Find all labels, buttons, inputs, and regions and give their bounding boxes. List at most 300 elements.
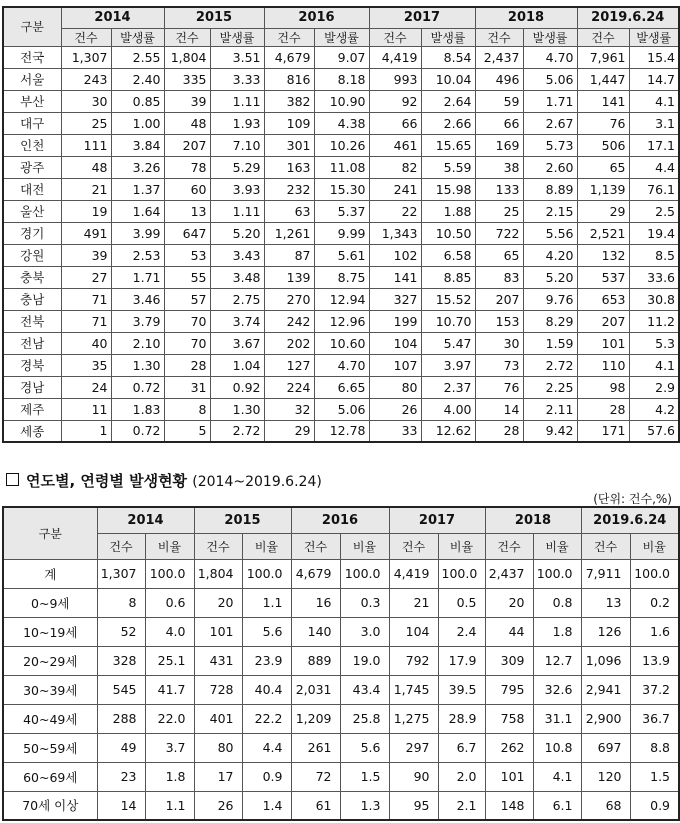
value-cell: 0.85: [111, 90, 164, 112]
value-cell: 4.00: [421, 398, 475, 420]
sub-header: 비율: [340, 533, 389, 559]
value-cell: 5.3: [629, 332, 679, 354]
value-cell: 76: [577, 112, 629, 134]
table-row: [3, 288, 679, 310]
value-cell: 32: [264, 398, 314, 420]
value-cell: 48: [61, 156, 111, 178]
value-cell: 22: [369, 200, 421, 222]
sub-header: 비율: [630, 533, 679, 559]
value-cell: 101: [485, 762, 533, 791]
value-cell: 148: [485, 791, 533, 820]
value-cell: 2,031: [291, 675, 340, 704]
table-row: [3, 310, 679, 332]
value-cell: 1,275: [389, 704, 438, 733]
header-row-sub: [3, 533, 679, 559]
value-cell: 328: [97, 646, 145, 675]
value-cell: 2.55: [111, 46, 164, 68]
value-cell: 33.6: [629, 266, 679, 288]
value-cell: 1,804: [164, 46, 210, 68]
value-cell: 2.64: [421, 90, 475, 112]
row-label: 10~19세: [3, 617, 97, 646]
corner-cell: 구분: [3, 507, 97, 559]
table-row: [3, 733, 679, 762]
value-cell: 15.52: [421, 288, 475, 310]
value-cell: 5.73: [523, 134, 577, 156]
value-cell: 1.6: [630, 617, 679, 646]
value-cell: 53: [164, 244, 210, 266]
table-row: [3, 200, 679, 222]
row-label: 50~59세: [3, 733, 97, 762]
value-cell: 1.1: [145, 791, 194, 820]
row-label: 인천: [3, 134, 61, 156]
value-cell: 207: [577, 310, 629, 332]
row-label: 60~69세: [3, 762, 97, 791]
value-cell: 653: [577, 288, 629, 310]
value-cell: 95: [389, 791, 438, 820]
value-cell: 38: [475, 156, 523, 178]
value-cell: 104: [369, 332, 421, 354]
table-row: [3, 559, 679, 588]
value-cell: 5.06: [314, 398, 369, 420]
value-cell: 2.10: [111, 332, 164, 354]
value-cell: 17.9: [438, 646, 485, 675]
row-label: 경북: [3, 354, 61, 376]
table-row: [3, 617, 679, 646]
value-cell: 5.06: [523, 68, 577, 90]
value-cell: 61: [291, 791, 340, 820]
table-row: [3, 244, 679, 266]
sub-header: 건수: [369, 28, 421, 46]
value-cell: 9.76: [523, 288, 577, 310]
value-cell: 2,941: [581, 675, 630, 704]
value-cell: 3.48: [210, 266, 264, 288]
value-cell: 5.6: [340, 733, 389, 762]
value-cell: 100.0: [145, 559, 194, 588]
value-cell: 39.5: [438, 675, 485, 704]
value-cell: 26: [194, 791, 242, 820]
value-cell: 0.9: [630, 791, 679, 820]
value-cell: 1,307: [61, 46, 111, 68]
value-cell: 3.7: [145, 733, 194, 762]
year-header: 2019.6.24: [581, 507, 679, 533]
value-cell: 10.8: [533, 733, 581, 762]
row-label: 경기: [3, 222, 61, 244]
value-cell: 100.0: [340, 559, 389, 588]
value-cell: 4,419: [389, 559, 438, 588]
value-cell: 70: [164, 332, 210, 354]
checkbox-square-icon: [6, 473, 19, 486]
table-row: [3, 266, 679, 288]
table-row: [3, 791, 679, 820]
value-cell: 66: [369, 112, 421, 134]
sub-header: 건수: [485, 533, 533, 559]
value-cell: 335: [164, 68, 210, 90]
corner-cell: 구분: [3, 7, 61, 46]
value-cell: 491: [61, 222, 111, 244]
table-row: [3, 398, 679, 420]
value-cell: 14.7: [629, 68, 679, 90]
row-label: 전남: [3, 332, 61, 354]
table-row: [3, 332, 679, 354]
value-cell: 110: [577, 354, 629, 376]
value-cell: 4.2: [629, 398, 679, 420]
value-cell: 7,961: [577, 46, 629, 68]
table-row: [3, 112, 679, 134]
value-cell: 39: [61, 244, 111, 266]
value-cell: 13: [581, 588, 630, 617]
value-cell: 163: [264, 156, 314, 178]
value-cell: 73: [475, 354, 523, 376]
sub-header: 발생률: [629, 28, 679, 46]
value-cell: 44: [485, 617, 533, 646]
row-label: 서울: [3, 68, 61, 90]
value-cell: 2.66: [421, 112, 475, 134]
value-cell: 1.5: [340, 762, 389, 791]
value-cell: 232: [264, 178, 314, 200]
value-cell: 3.51: [210, 46, 264, 68]
year-header: 2014: [61, 7, 164, 28]
value-cell: 4.70: [523, 46, 577, 68]
age-stats-table: [2, 506, 680, 821]
value-cell: 33: [369, 420, 421, 442]
value-cell: 1.30: [210, 398, 264, 420]
value-cell: 889: [291, 646, 340, 675]
value-cell: 68: [581, 791, 630, 820]
value-cell: 43.4: [340, 675, 389, 704]
row-label: 광주: [3, 156, 61, 178]
table-row: [3, 156, 679, 178]
value-cell: 5.6: [242, 617, 291, 646]
value-cell: 5.47: [421, 332, 475, 354]
table-row: [3, 704, 679, 733]
value-cell: 1,804: [194, 559, 242, 588]
value-cell: 5.59: [421, 156, 475, 178]
value-cell: 327: [369, 288, 421, 310]
value-cell: 9.07: [314, 46, 369, 68]
value-cell: 1,139: [577, 178, 629, 200]
table-row: [3, 46, 679, 68]
table-row: [3, 420, 679, 442]
table-row: [3, 675, 679, 704]
year-header: 2019.6.24: [577, 7, 679, 28]
value-cell: 12.62: [421, 420, 475, 442]
value-cell: 2.9: [629, 376, 679, 398]
value-cell: 7,911: [581, 559, 630, 588]
value-cell: 1: [61, 420, 111, 442]
value-cell: 297: [389, 733, 438, 762]
table-row: [3, 646, 679, 675]
value-cell: 14: [97, 791, 145, 820]
value-cell: 3.84: [111, 134, 164, 156]
value-cell: 728: [194, 675, 242, 704]
value-cell: 8: [97, 588, 145, 617]
value-cell: 120: [581, 762, 630, 791]
value-cell: 5.20: [523, 266, 577, 288]
value-cell: 4.4: [242, 733, 291, 762]
value-cell: 1.00: [111, 112, 164, 134]
year-header: 2018: [485, 507, 581, 533]
value-cell: 11.08: [314, 156, 369, 178]
value-cell: 12.94: [314, 288, 369, 310]
value-cell: 71: [61, 288, 111, 310]
value-cell: 4.1: [533, 762, 581, 791]
row-label: 40~49세: [3, 704, 97, 733]
value-cell: 4.1: [629, 354, 679, 376]
value-cell: 1,745: [389, 675, 438, 704]
value-cell: 4.38: [314, 112, 369, 134]
value-cell: 1.83: [111, 398, 164, 420]
value-cell: 23: [97, 762, 145, 791]
value-cell: 100.0: [242, 559, 291, 588]
value-cell: 14: [475, 398, 523, 420]
value-cell: 65: [577, 156, 629, 178]
value-cell: 132: [577, 244, 629, 266]
value-cell: 1.71: [523, 90, 577, 112]
sub-header: 건수: [97, 533, 145, 559]
value-cell: 537: [577, 266, 629, 288]
value-cell: 0.8: [533, 588, 581, 617]
value-cell: 52: [97, 617, 145, 646]
value-cell: 3.46: [111, 288, 164, 310]
value-cell: 21: [61, 178, 111, 200]
row-label: 세종: [3, 420, 61, 442]
value-cell: 261: [291, 733, 340, 762]
value-cell: 2.75: [210, 288, 264, 310]
value-cell: 25: [475, 200, 523, 222]
value-cell: 153: [475, 310, 523, 332]
region-stats-table: [2, 6, 680, 443]
value-cell: 20: [194, 588, 242, 617]
value-cell: 2.40: [111, 68, 164, 90]
value-cell: 5.37: [314, 200, 369, 222]
value-cell: 8.18: [314, 68, 369, 90]
value-cell: 59: [475, 90, 523, 112]
value-cell: 11.2: [629, 310, 679, 332]
year-header: 2016: [291, 507, 389, 533]
value-cell: 35: [61, 354, 111, 376]
table-row: [3, 178, 679, 200]
value-cell: 25: [61, 112, 111, 134]
sub-header: 건수: [581, 533, 630, 559]
section-period: (2014~2019.6.24): [192, 474, 322, 490]
value-cell: 7.10: [210, 134, 264, 156]
value-cell: 461: [369, 134, 421, 156]
value-cell: 2.4: [438, 617, 485, 646]
value-cell: 792: [389, 646, 438, 675]
value-cell: 1.04: [210, 354, 264, 376]
row-label: 대구: [3, 112, 61, 134]
value-cell: 0.2: [630, 588, 679, 617]
value-cell: 2,900: [581, 704, 630, 733]
value-cell: 139: [264, 266, 314, 288]
value-cell: 22.0: [145, 704, 194, 733]
sub-header: 발생률: [314, 28, 369, 46]
value-cell: 270: [264, 288, 314, 310]
row-label: 제주: [3, 398, 61, 420]
value-cell: 41.7: [145, 675, 194, 704]
value-cell: 8: [164, 398, 210, 420]
value-cell: 262: [485, 733, 533, 762]
row-label: 울산: [3, 200, 61, 222]
value-cell: 1.3: [340, 791, 389, 820]
value-cell: 8.89: [523, 178, 577, 200]
value-cell: 1.11: [210, 90, 264, 112]
value-cell: 71: [61, 310, 111, 332]
value-cell: 171: [577, 420, 629, 442]
value-cell: 92: [369, 90, 421, 112]
value-cell: 1.30: [111, 354, 164, 376]
value-cell: 5.20: [210, 222, 264, 244]
value-cell: 2.15: [523, 200, 577, 222]
value-cell: 3.26: [111, 156, 164, 178]
value-cell: 3.97: [421, 354, 475, 376]
value-cell: 0.3: [340, 588, 389, 617]
value-cell: 26: [369, 398, 421, 420]
value-cell: 20: [485, 588, 533, 617]
value-cell: 60: [164, 178, 210, 200]
value-cell: 19.4: [629, 222, 679, 244]
value-cell: 6.58: [421, 244, 475, 266]
row-label: 충남: [3, 288, 61, 310]
value-cell: 8.75: [314, 266, 369, 288]
row-label: 계: [3, 559, 97, 588]
table-row: [3, 588, 679, 617]
value-cell: 28: [164, 354, 210, 376]
value-cell: 2.11: [523, 398, 577, 420]
value-cell: 140: [291, 617, 340, 646]
value-cell: 102: [369, 244, 421, 266]
value-cell: 10.90: [314, 90, 369, 112]
value-cell: 1,096: [581, 646, 630, 675]
value-cell: 6.7: [438, 733, 485, 762]
row-label: 부산: [3, 90, 61, 112]
value-cell: 10.70: [421, 310, 475, 332]
value-cell: 4,679: [291, 559, 340, 588]
value-cell: 0.9: [242, 762, 291, 791]
value-cell: 8.85: [421, 266, 475, 288]
value-cell: 28: [475, 420, 523, 442]
value-cell: 83: [475, 266, 523, 288]
value-cell: 40.4: [242, 675, 291, 704]
year-header: 2015: [194, 507, 291, 533]
value-cell: 5.56: [523, 222, 577, 244]
value-cell: 25.1: [145, 646, 194, 675]
value-cell: 722: [475, 222, 523, 244]
value-cell: 382: [264, 90, 314, 112]
value-cell: 301: [264, 134, 314, 156]
value-cell: 25.8: [340, 704, 389, 733]
value-cell: 1,447: [577, 68, 629, 90]
sub-header: 발생률: [111, 28, 164, 46]
value-cell: 545: [97, 675, 145, 704]
value-cell: 100.0: [533, 559, 581, 588]
value-cell: 82: [369, 156, 421, 178]
value-cell: 3.1: [629, 112, 679, 134]
row-label: 20~29세: [3, 646, 97, 675]
row-label: 충북: [3, 266, 61, 288]
value-cell: 76: [475, 376, 523, 398]
value-cell: 80: [194, 733, 242, 762]
value-cell: 647: [164, 222, 210, 244]
value-cell: 104: [389, 617, 438, 646]
value-cell: 1.4: [242, 791, 291, 820]
value-cell: 9.99: [314, 222, 369, 244]
value-cell: 12.96: [314, 310, 369, 332]
value-cell: 9.42: [523, 420, 577, 442]
value-cell: 1.64: [111, 200, 164, 222]
value-cell: 16: [291, 588, 340, 617]
value-cell: 37.2: [630, 675, 679, 704]
value-cell: 32.6: [533, 675, 581, 704]
value-cell: 65: [475, 244, 523, 266]
table-row: [3, 222, 679, 244]
value-cell: 4,419: [369, 46, 421, 68]
value-cell: 29: [264, 420, 314, 442]
value-cell: 141: [369, 266, 421, 288]
value-cell: 30: [61, 90, 111, 112]
value-cell: 288: [97, 704, 145, 733]
sub-header: 건수: [291, 533, 340, 559]
table-row: [3, 762, 679, 791]
value-cell: 1.93: [210, 112, 264, 134]
value-cell: 0.92: [210, 376, 264, 398]
value-cell: 1.37: [111, 178, 164, 200]
value-cell: 5: [164, 420, 210, 442]
value-cell: 15.30: [314, 178, 369, 200]
value-cell: 401: [194, 704, 242, 733]
value-cell: 10.50: [421, 222, 475, 244]
value-cell: 199: [369, 310, 421, 332]
value-cell: 202: [264, 332, 314, 354]
value-cell: 3.67: [210, 332, 264, 354]
value-cell: 2.60: [523, 156, 577, 178]
value-cell: 17.1: [629, 134, 679, 156]
value-cell: 28.9: [438, 704, 485, 733]
value-cell: 90: [389, 762, 438, 791]
value-cell: 111: [61, 134, 111, 156]
value-cell: 49: [97, 733, 145, 762]
value-cell: 795: [485, 675, 533, 704]
value-cell: 224: [264, 376, 314, 398]
value-cell: 3.79: [111, 310, 164, 332]
value-cell: 1.11: [210, 200, 264, 222]
value-cell: 40: [61, 332, 111, 354]
value-cell: 126: [581, 617, 630, 646]
sub-header: 비율: [533, 533, 581, 559]
unit-note: (단위: 건수,%): [593, 492, 672, 506]
value-cell: 6.65: [314, 376, 369, 398]
value-cell: 4,679: [264, 46, 314, 68]
value-cell: 10.26: [314, 134, 369, 156]
value-cell: 496: [475, 68, 523, 90]
value-cell: 1,209: [291, 704, 340, 733]
value-cell: 101: [194, 617, 242, 646]
value-cell: 29: [577, 200, 629, 222]
value-cell: 17: [194, 762, 242, 791]
value-cell: 3.93: [210, 178, 264, 200]
value-cell: 1.1: [242, 588, 291, 617]
value-cell: 1.88: [421, 200, 475, 222]
sub-header: 발생률: [210, 28, 264, 46]
value-cell: 22.2: [242, 704, 291, 733]
value-cell: 13.9: [630, 646, 679, 675]
value-cell: 30: [475, 332, 523, 354]
value-cell: 39: [164, 90, 210, 112]
value-cell: 101: [577, 332, 629, 354]
sub-header: 건수: [577, 28, 629, 46]
table-row: [3, 354, 679, 376]
value-cell: 207: [475, 288, 523, 310]
